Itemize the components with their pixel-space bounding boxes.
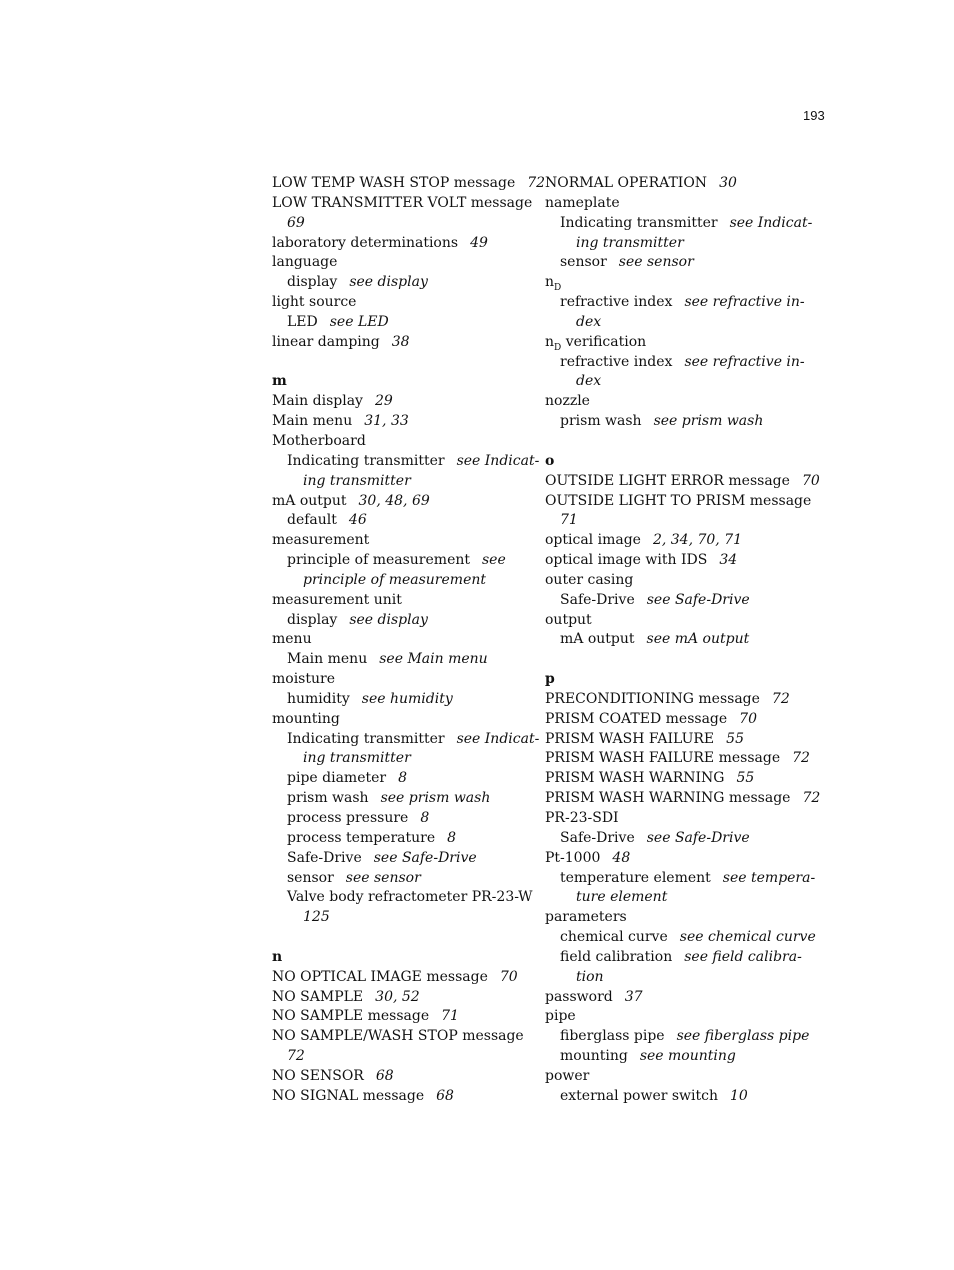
index-subentry — [272, 730, 540, 750]
index-subentry — [272, 809, 522, 829]
index-page-reference: 49 — [470, 234, 488, 251]
index-page-reference: 8 — [398, 770, 408, 787]
index-entry — [545, 769, 795, 789]
index-subentry — [272, 273, 522, 293]
index-entry — [545, 849, 795, 869]
index-term: measurement unit — [272, 591, 402, 608]
index-entry-continuation — [545, 968, 795, 988]
index-term: PR-23-SDI — [545, 810, 619, 826]
index-page-reference: tion — [576, 968, 604, 985]
index-term: Main menu — [272, 413, 353, 430]
index-term: external power switch — [560, 1087, 719, 1104]
index-term: language — [272, 254, 338, 271]
index-term: moisture — [272, 671, 335, 688]
index-page-reference: 71 — [560, 512, 578, 529]
index-page-reference: 70 — [499, 968, 518, 985]
index-term: linear damping — [272, 333, 380, 350]
index-term: refractive index — [560, 353, 673, 370]
index-term: Indicating transmitter — [560, 214, 718, 231]
index-page-reference: see refractive in- — [684, 353, 805, 370]
index-entry — [272, 432, 522, 452]
index-term: laboratory determinations — [272, 234, 459, 251]
index-page-reference: 30 — [719, 175, 737, 191]
index-term: outer casing — [545, 571, 634, 588]
index-entry — [272, 194, 533, 214]
index-subentry — [545, 1027, 810, 1047]
index-term: mA output — [560, 631, 635, 648]
index-entry — [545, 492, 812, 512]
index-subentry — [545, 869, 816, 889]
index-page-reference: see Safe-Drive — [646, 829, 750, 846]
index-page-reference: see Indicat- — [456, 730, 540, 747]
index-term: LOW TEMP WASH STOP message — [272, 175, 516, 191]
index-letter-heading: n — [272, 948, 283, 965]
index-subentry — [272, 650, 522, 670]
index-term: temperature element — [560, 869, 711, 886]
index-entry — [545, 571, 795, 591]
index-page-reference: 29 — [374, 393, 393, 410]
index-term-suffix: verification — [561, 333, 647, 350]
index-page-reference: 72 — [771, 690, 790, 707]
index-entry — [272, 234, 522, 254]
index-subentry — [272, 452, 540, 472]
index-entry-continuation — [272, 214, 522, 234]
index-page-reference: see display — [349, 274, 428, 291]
index-term: NO OPTICAL IMAGE message — [272, 968, 488, 985]
index-term: principle of measurement — [287, 552, 470, 569]
index-subentry — [545, 591, 795, 611]
index-entry — [272, 591, 522, 611]
index-page-reference: 30, 48, 69 — [358, 492, 430, 509]
index-entry — [272, 531, 522, 551]
index-page-reference: see humidity — [361, 690, 453, 707]
index-term: mounting — [272, 710, 340, 727]
index-page-reference: see mounting — [639, 1048, 736, 1065]
index-term: NO SIGNAL message — [272, 1087, 425, 1104]
index-entry — [545, 730, 795, 750]
index-page-reference: ing transmitter — [576, 234, 684, 251]
index-term: fiberglass pipe — [560, 1028, 665, 1045]
index-page-reference: see fiberglass pipe — [676, 1028, 810, 1045]
index-term: NO SAMPLE message — [272, 1008, 430, 1025]
index-entry — [272, 174, 546, 194]
index-term: Safe-Drive — [560, 591, 635, 608]
index-letter-heading: o — [545, 452, 555, 469]
index-entry — [272, 1027, 522, 1047]
index-subentry — [272, 789, 522, 809]
index-term: humidity — [287, 690, 350, 707]
index-term: power — [545, 1067, 590, 1084]
index-page-reference: ture element — [576, 889, 668, 906]
index-entry — [272, 1007, 522, 1027]
index-term-subscript: D — [554, 283, 562, 294]
index-subentry — [545, 928, 816, 948]
index-page-reference: see refractive in- — [684, 294, 805, 311]
index-page-reference: 72 — [792, 750, 810, 767]
index-term: process pressure — [287, 810, 409, 826]
index-term: output — [545, 611, 592, 628]
index-term: process temperature — [287, 829, 436, 846]
index-spacer — [545, 650, 795, 670]
index-term: prism wash — [560, 413, 642, 430]
index-term: nameplate — [545, 194, 620, 211]
index-page-reference: 2, 34, 70, 71 — [652, 532, 743, 549]
index-term: pipe — [545, 1008, 576, 1025]
index-term: n — [545, 274, 555, 291]
index-page-reference: 68 — [375, 1067, 394, 1084]
index-page-reference: 31, 33 — [364, 413, 409, 430]
index-term: optical image — [545, 532, 641, 549]
index-entry — [545, 988, 795, 1008]
index-term-subscript: D — [554, 342, 562, 353]
index-page-reference: dex — [576, 313, 602, 330]
index-subentry — [272, 829, 522, 849]
index-entry-continuation — [545, 313, 795, 333]
index-page-reference: 125 — [303, 909, 330, 926]
index-subentry — [272, 313, 522, 333]
index-entry — [545, 908, 795, 928]
index-page-reference: see Indicat- — [456, 452, 540, 469]
index-entry — [545, 333, 795, 353]
index-entry-continuation — [545, 888, 795, 908]
index-entry — [272, 253, 522, 273]
index-subentry — [272, 511, 522, 531]
index-entry-continuation — [545, 234, 795, 254]
index-term: Main display — [272, 393, 363, 410]
index-letter-heading: p — [545, 671, 555, 688]
index-subentry — [545, 1087, 795, 1107]
index-entry — [545, 551, 795, 571]
index-term: sensor — [560, 254, 607, 271]
index-subentry — [272, 551, 522, 571]
index-term: OUTSIDE LIGHT TO PRISM message — [545, 492, 812, 509]
index-entry — [545, 789, 821, 809]
index-entry — [545, 531, 795, 551]
index-page-reference: see chemical curve — [679, 929, 816, 946]
index-entry — [545, 809, 795, 829]
index-entry — [545, 472, 820, 492]
index-page-reference: 37 — [624, 988, 643, 1005]
index-entry — [272, 988, 522, 1008]
index-term: LOW TRANSMITTER VOLT message — [272, 194, 533, 211]
index-page-reference: 70 — [739, 710, 757, 727]
index-term: Safe-Drive — [287, 849, 362, 866]
index-entry — [545, 710, 795, 730]
index-term: Pt-1000 — [545, 849, 601, 866]
index-term: default — [287, 512, 337, 529]
index-page-reference: see LED — [329, 313, 389, 330]
index-term: Indicating transmitter — [287, 730, 445, 747]
index-page-reference: 38 — [391, 333, 410, 350]
index-page-reference: 70 — [801, 472, 820, 489]
index-spacer — [272, 353, 522, 373]
index-term: LED — [287, 313, 318, 330]
index-entry-continuation — [272, 749, 522, 769]
index-entry — [545, 749, 810, 769]
index-term: refractive index — [560, 294, 673, 311]
index-entry — [545, 1007, 795, 1027]
index-entry — [545, 690, 795, 710]
index-term: NO SAMPLE/WASH STOP message — [272, 1028, 524, 1045]
index-term: prism wash — [287, 790, 369, 807]
index-page-reference: 55 — [726, 730, 744, 747]
index-term: Valve body refractometer PR-23-W — [287, 889, 533, 906]
index-subentry — [545, 948, 802, 968]
index-subentry — [272, 611, 522, 631]
index-entry — [545, 174, 795, 194]
index-subentry — [272, 888, 533, 908]
index-entry-continuation — [272, 1047, 522, 1067]
index-page-reference: 71 — [441, 1008, 459, 1025]
index-entry — [272, 293, 522, 313]
index-term: PRECONDITIONING message — [545, 690, 760, 707]
index-term: optical image with IDS — [545, 552, 708, 569]
index-page-reference: 10 — [730, 1087, 748, 1104]
index-page-reference: ing transmitter — [303, 750, 411, 767]
page-number: 193 — [803, 108, 825, 123]
index-subentry — [545, 829, 795, 849]
index-page-reference: see — [482, 552, 506, 569]
index-term: Indicating transmitter — [287, 452, 445, 469]
index-entry — [272, 710, 522, 730]
index-term: PRISM WASH FAILURE — [545, 730, 715, 747]
index-term: PRISM COATED message — [545, 710, 728, 727]
index-term: PRISM WASH FAILURE message — [545, 750, 781, 767]
index-entry — [272, 630, 522, 650]
index-term: NO SENSOR — [272, 1067, 364, 1084]
index-term: measurement — [272, 532, 370, 549]
index-term: menu — [272, 631, 312, 648]
index-entry-continuation — [545, 511, 795, 531]
index-term: display — [287, 274, 338, 291]
index-page-reference: 68 — [436, 1087, 454, 1104]
index-term: Safe-Drive — [560, 829, 635, 846]
index-term: NO SAMPLE — [272, 988, 364, 1005]
index-page-reference: see tempera- — [722, 869, 816, 886]
index-term: mounting — [560, 1048, 628, 1065]
index-subentry — [545, 412, 795, 432]
index-page-reference: 34 — [719, 552, 738, 569]
index-term: n — [545, 333, 555, 350]
index-entry — [545, 1067, 795, 1087]
index-term: parameters — [545, 909, 627, 926]
index-subentry — [272, 869, 522, 889]
index-page-reference: see field calibra- — [684, 948, 802, 965]
index-term: Motherboard — [272, 432, 366, 449]
index-page-reference: see prism wash — [380, 790, 491, 807]
index-entry — [272, 392, 522, 412]
index-term: display — [287, 611, 338, 628]
index-page-reference: 72 — [527, 175, 546, 191]
index-page-reference: 46 — [348, 512, 367, 529]
index-entry-continuation — [272, 472, 522, 492]
index-entry — [272, 670, 522, 690]
index-spacer — [545, 432, 795, 452]
index-column-right — [545, 174, 821, 1107]
index-term: OUTSIDE LIGHT ERROR message — [545, 472, 790, 489]
index-spacer — [272, 928, 522, 948]
index-term: password — [545, 988, 613, 1005]
index-page-reference: 55 — [736, 770, 755, 787]
index-entry-continuation — [545, 372, 795, 392]
index-page-reference: see prism wash — [653, 413, 764, 430]
index-term: chemical curve — [560, 929, 668, 946]
index-subentry — [545, 1047, 795, 1067]
index-page-reference: see Main menu — [379, 651, 488, 668]
index-entry — [272, 1067, 522, 1087]
index-term: pipe diameter — [287, 770, 387, 787]
index-term: field calibration — [560, 948, 673, 965]
index-page-reference: 48 — [612, 849, 631, 866]
index-entry — [272, 412, 522, 432]
index-page-reference: see sensor — [345, 869, 421, 886]
index-subentry — [272, 769, 522, 789]
index-subentry — [545, 353, 805, 373]
index-entry — [272, 333, 522, 353]
index-entry-continuation — [272, 571, 522, 591]
index-subentry — [545, 293, 805, 313]
index-entry — [272, 1087, 522, 1107]
index-subentry — [545, 253, 795, 273]
index-page-reference: ing transmitter — [303, 472, 411, 489]
index-page-reference: 69 — [287, 214, 305, 231]
index-page-reference: see Indicat- — [729, 214, 813, 231]
index-term: sensor — [287, 869, 334, 886]
index-subentry — [545, 214, 813, 234]
index-page-reference: see sensor — [618, 254, 694, 271]
index-term: nozzle — [545, 393, 590, 410]
index-letter-heading: m — [272, 373, 287, 390]
index-term: PRISM WASH WARNING — [545, 770, 725, 787]
index-page-reference: 72 — [287, 1048, 305, 1065]
index-page-reference: see display — [349, 611, 428, 628]
index-page-reference: dex — [576, 373, 602, 390]
index-page-reference: 72 — [802, 790, 821, 807]
index-subentry — [272, 849, 522, 869]
index-page-reference: see Safe-Drive — [373, 849, 477, 866]
index-entry — [545, 194, 795, 214]
index-subentry — [272, 690, 522, 710]
index-entry — [545, 611, 795, 631]
index-entry — [545, 273, 795, 293]
index-term: NORMAL OPERATION — [545, 175, 708, 191]
index-page-reference: see Safe-Drive — [646, 591, 750, 608]
index-page-reference: see mA output — [646, 631, 750, 648]
index-term: Main menu — [287, 651, 368, 668]
index-subentry — [545, 630, 795, 650]
index-page-reference: 8 — [447, 829, 457, 846]
index-page-reference: 30, 52 — [375, 988, 420, 1005]
index-entry — [272, 968, 522, 988]
index-page-reference: principle of measurement — [303, 571, 486, 588]
index-term: mA output — [272, 492, 347, 509]
index-entry — [272, 492, 522, 512]
index-entry-continuation — [272, 908, 522, 928]
index-entry — [545, 392, 795, 412]
index-column-left — [272, 174, 546, 1107]
index-term: light source — [272, 294, 357, 311]
index-term: PRISM WASH WARNING message — [545, 790, 791, 807]
index-page-reference: 8 — [420, 810, 430, 826]
